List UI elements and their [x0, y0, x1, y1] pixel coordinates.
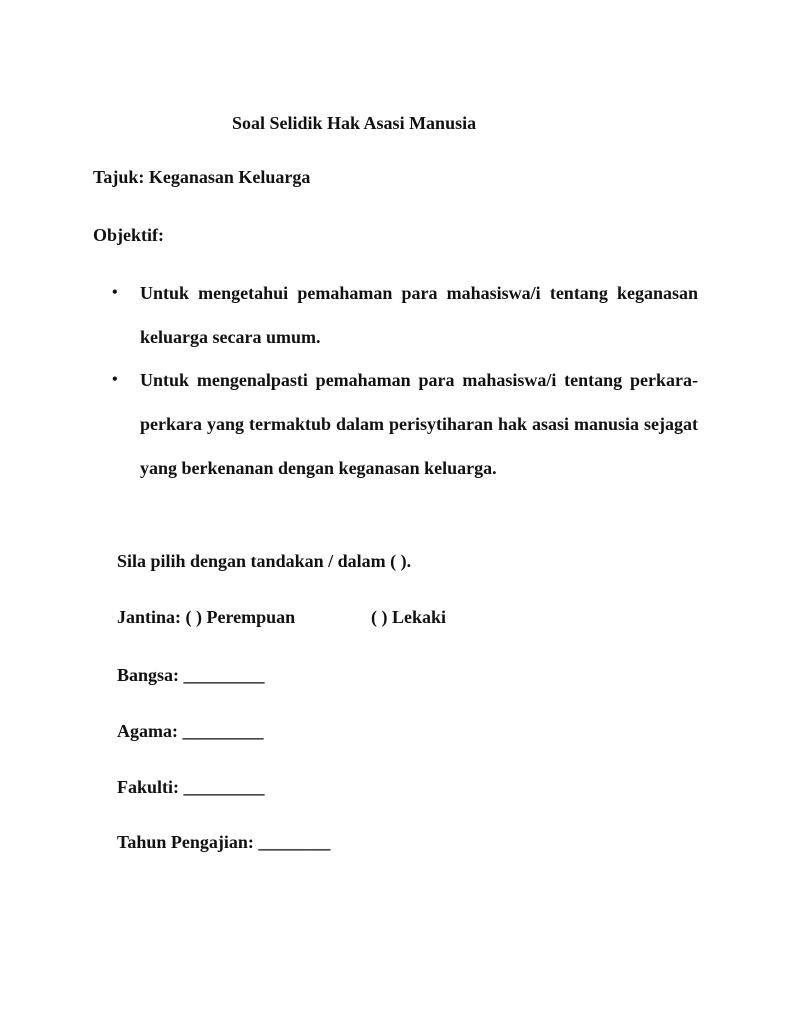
gender-option-lelaki[interactable]: ( ) Lekaki	[371, 607, 447, 627]
topic-heading: Tajuk: Keganasan Keluarga	[93, 167, 311, 187]
objective-heading: Objektif:	[93, 225, 164, 245]
bangsa-field[interactable]: Bangsa: _________	[117, 665, 265, 685]
gender-option-perempuan[interactable]: Jantina: ( ) Perempuan	[117, 607, 296, 627]
objective-item-2: Untuk mengenalpasti pemahaman para mahasiswa/i tentang perkara-perkara yang termaktub dalam perisytiharan hak asasi manusia sejagat yang berkenanan dengan keganasan keluarga.	[140, 370, 698, 478]
agama-field[interactable]: Agama: _________	[117, 721, 264, 741]
objective-item-1: Untuk mengetahui pemahaman para mahasiswa/i tentang keganasan keluarga secara umum.	[140, 283, 698, 347]
bullet-icon: •	[112, 371, 118, 388]
instruction-text: Sila pilih dengan tandakan / dalam ( ).	[117, 551, 412, 571]
fakulti-field[interactable]: Fakulti: _________	[117, 777, 265, 797]
document-title: Soal Selidik Hak Asasi Manusia	[232, 113, 477, 133]
bullet-icon: •	[112, 284, 118, 301]
tahun-pengajian-field[interactable]: Tahun Pengajian: ________	[117, 832, 331, 852]
